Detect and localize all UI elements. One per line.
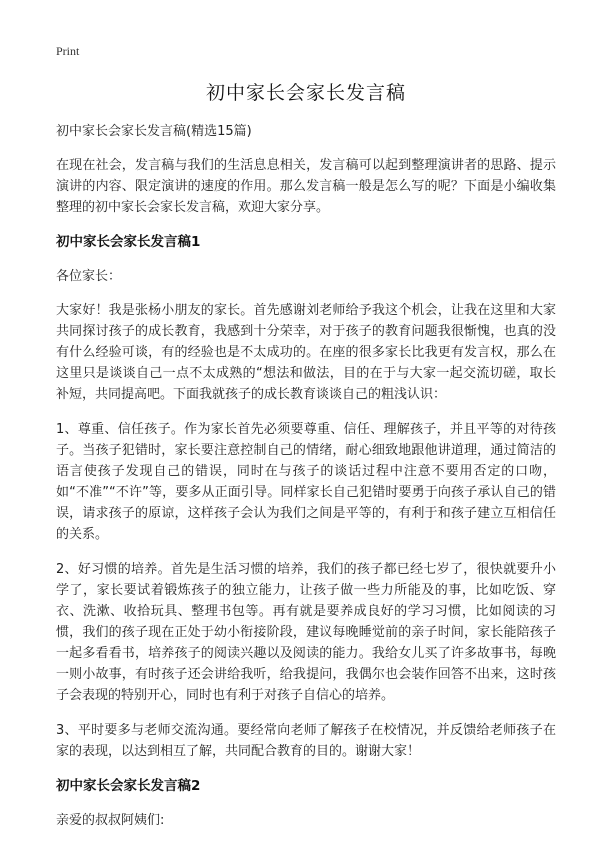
print-link[interactable]: Print (56, 44, 80, 58)
section-1 (56, 232, 556, 762)
document-subtitle: 初中家长会家长发言稿(精选15篇) (56, 124, 252, 139)
section-2 (56, 776, 556, 831)
body-paragraph: 1、尊重、信任孩子。作为家长首先必须要尊重、信任、理解孩子，并且平等的对待孩子。当孩子犯错时，家长要注意控制自己的情绪，耐心细致地跟他讲道理，通过简洁的语言使孩子发现自己的错误，同时在与孩子的谈话过程中注意不要用否定的口吻，如“不准”“不许”等，要多从正面引导。同样家长自己犯错时要勇于向孩子承认自己的错误，请求孩子的原谅，这样孩子会认为我们之间是平等的，有利于和孩子建立互相信任的关系。 (56, 422, 556, 542)
section-heading: 初中家长会家长发言稿2 (56, 778, 201, 794)
document-body (56, 78, 556, 844)
page-title: 初中家长会家长发言稿 (205, 82, 406, 104)
section-heading: 初中家长会家长发言稿1 (56, 234, 201, 250)
body-paragraph: 2、好习惯的培养。首先是生活习惯的培养，我们的孩子都已经七岁了，很快就要升小学了，家长要试着锻炼孩子的独立能力，让孩子做一些力所能及的事，比如吃饭、穿衣、洗漱、收拾玩具、整理书包等。再有就是要养成良好的学习习惯，比如阅读的习惯，我们的孩子现在正处于幼小衔接阶段，建议每晚睡觉前的亲子时间，家长能陪孩子一起多看看书，培养孩子的阅读兴趣以及阅读的能力。我给女儿买了许多故事书，每晚一则小故事，有时孩子还会讲给我听，给我提问，我偶尔也会装作回答不出来，这时孩子会表现的特别开心，同时也有利于对孩子自信心的培养。 (56, 562, 556, 703)
body-paragraph: 大家好！我是张杨小朋友的家长。首先感谢刘老师给予我这个机会，让我在这里和大家共同探讨孩子的成长教育，我感到十分荣幸，对于孩子的教育问题我很惭愧，也真的没有什么经验可谈，有的经验也是不太成功的。在座的很多家长比我更有发言权，那么在这里只是谈谈自己一点不太成熟的“想法和做法，目的在于与大家一起交流切磋，取长补短，共同提高吧。下面我就孩子的成长教育谈谈自己的粗浅认识： (56, 303, 556, 402)
intro-paragraph: 在现在社会，发言稿与我们的生活息息相关，发言稿可以起到整理演讲者的思路、提示演讲的内容、限定演讲的速度的作用。那么发言稿一般是怎么写的呢？下面是小编收集整理的初中家长会家长发言稿，欢迎大家分享。 (56, 158, 556, 215)
salutation: 亲爱的叔叔阿姨们: (56, 813, 165, 828)
body-paragraph: 3、平时要多与老师交流沟通。要经常向老师了解孩子在校情况，并反馈给老师孩子在家的表现，以达到相互了解，共同配合教育的目的。谢谢大家！ (56, 723, 556, 759)
salutation: 各位家长： (56, 269, 122, 284)
